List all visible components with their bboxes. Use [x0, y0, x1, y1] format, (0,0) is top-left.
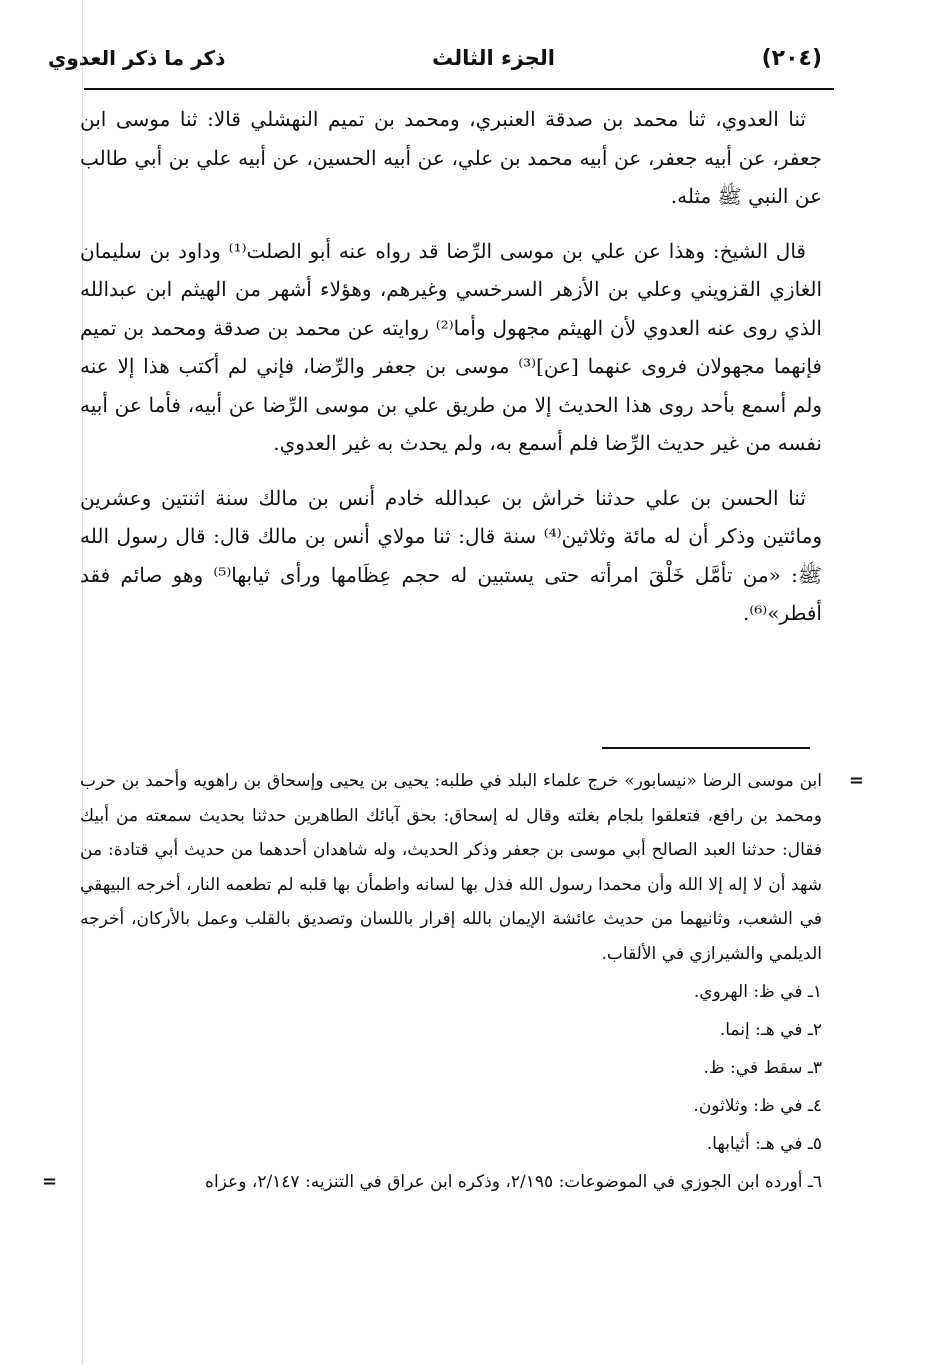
continuation-mark: = — [848, 770, 864, 791]
paragraph-3: ثنا الحسن بن علي حدثنا خراش بن عبدالله خادم أنس بن مالك سنة اثنتين وعشرين ومائتين وذكر أن له مائة وثلاثين⁽⁴⁾ سنة قال: ثنا مولاي أنس بن مالك قال: قال رسول الله ﷺ: «من تأمَّل خَلْقَ امرأته حتى يستبين له حجم عِظَامها ورأى ثيابها⁽⁵⁾ وهو صائم فقد أفطر»⁽⁶⁾. — [80, 485, 822, 625]
paragraph-1: ثنا العدوي، ثنا محمد بن صدقة العنبري، ومحمد بن تميم النهشلي قالا: ثنا موسى ابن جعفر، عن أبيه جعفر، عن أبيه محمد بن علي، عن أبيه الحسين، عن أبيه علي بن أبي طالب عن النبي ﷺ مثله. — [80, 107, 822, 208]
footnote-5: ٥ـ في هـ: أثيابها. — [706, 1134, 822, 1154]
page-header — [48, 38, 822, 78]
footnote-1: ١ـ في ظ: الهروي. — [693, 982, 822, 1002]
footnote-6: ٦ـ أورده ابن الجوزي في الموضوعات: ٢/١٩٥، وذكره ابن عراق في التنزيه: ٢/١٤٧، وعزاه — [205, 1172, 822, 1192]
footnote-2: ٢ـ في هـ: إنما. — [719, 1020, 822, 1040]
paragraph-2: قال الشيخ: وهذا عن علي بن موسى الرِّضا قد رواه عنه أبو الصلت⁽¹⁾ وداود بن سليمان الغازي القزويني وعلي بن الأزهر السرخسي وغيرهم، وهؤلاء أشهر من الهيثم ابن عبدالله الذي روى عنه العدوي لأن الهيثم مجهول وأما⁽²⁾ روايته عن محمد بن صدقة ومحمد بن تميم فإنهما مجهولان فروى عنهما [عن]⁽³⁾ موسى بن جعفر والرِّضا، فإني لم أكتب هذا إلا عنه ولم أسمع بأحد روى هذا الحديث إلا من طريق علي بن موسى الرِّضا عن أبيه، فأما عن أبيه نفسه من غير حديث الرِّضا فلم أسمع به، ولم يحدث به غير العدوي. — [80, 238, 822, 455]
footnote-3: ٣ـ سقط في: ظ. — [703, 1058, 822, 1078]
page-number: (٢٠٤) — [761, 45, 822, 71]
header-rule — [84, 88, 834, 90]
footnote-separator — [602, 747, 810, 749]
footnote-list — [80, 973, 822, 1163]
continued-mark: = — [42, 1171, 58, 1192]
part-title: الجزء الثالث — [432, 46, 555, 70]
footnote-continuation: ابن موسى الرضا «نيسابور» خرج علماء البلد في طلبه: يحيى بن يحيى وإسحاق بن راهويه وأحمد بن حرب ومحمد بن رافع، فتعلقوا بلجام بغلته وقال له إسحاق: بحق آبائك الطاهرين حدثنا بحديث سمعته من أبيك فقال: حدثنا العبد الصالح أبي موسى بن جعفر وذكر الحديث، وله شاهدان أحدهما من حديث أبي قتادة: من شهد أن لا إله إلا الله وأن محمدا رسول الله فذل بها لسانه واطمأن بها قلبه لم تطعمه النار، أخرجه البيهقي في الشعب، وثانيهما من حديث عائشة الإيمان بالله إقرار باللسان وتصديق بالقلب وعمل بالأركان، أخرجه الديلمي والشيرازي في الألقاب. — [80, 771, 822, 964]
footnote-4: ٤ـ في ظ: وثلاثون. — [693, 1096, 822, 1116]
chapter-title: ذكر ما ذكر العدوي — [48, 46, 226, 70]
main-text — [80, 100, 822, 649]
footnotes — [42, 764, 864, 1200]
